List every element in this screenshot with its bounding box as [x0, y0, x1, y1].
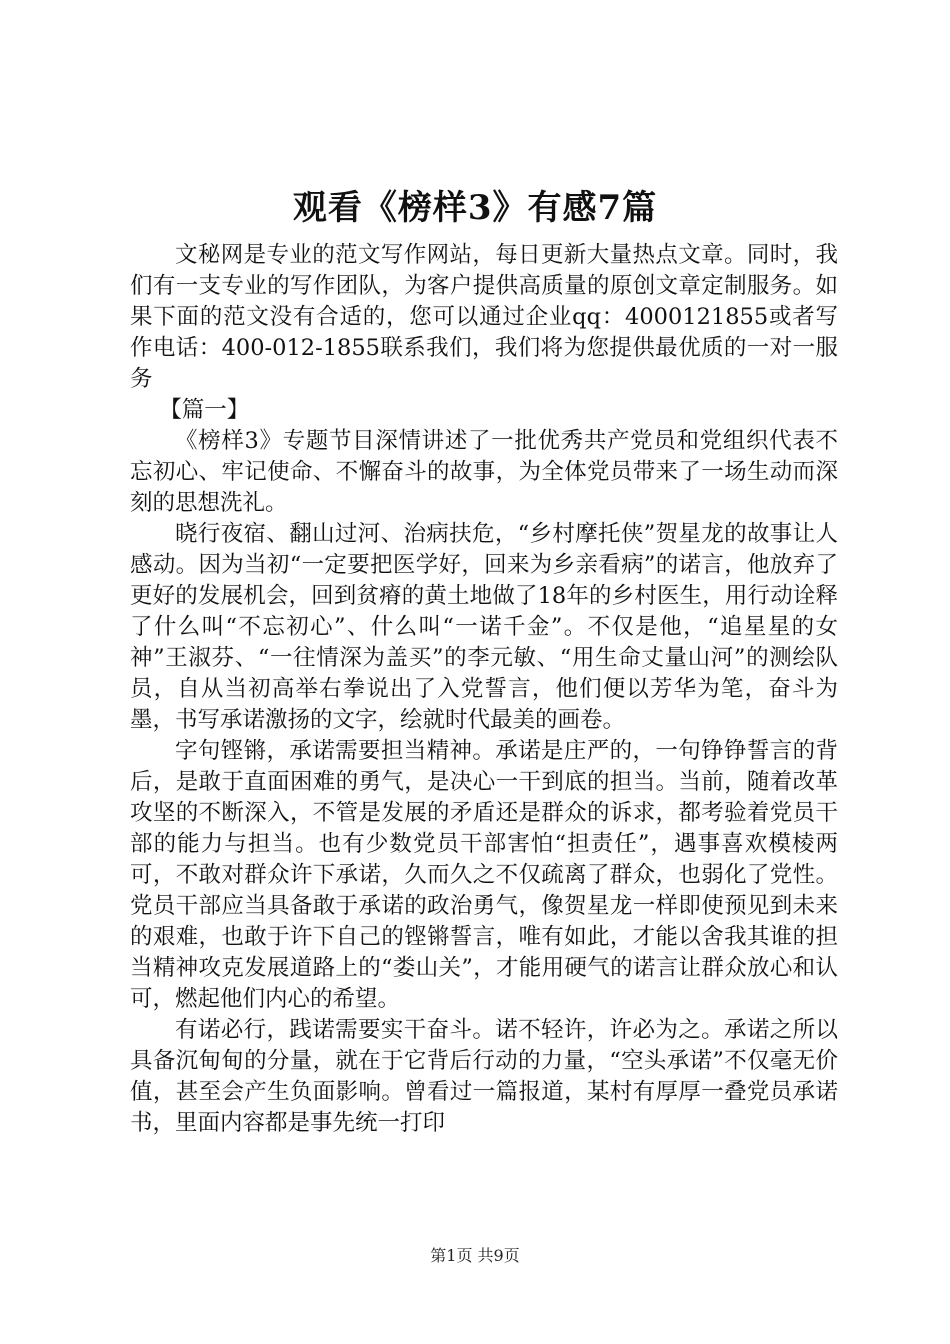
page-footer: 第1页 共9页	[430, 1246, 520, 1265]
body-paragraph-1: 《榜样3》专题节目深情讲述了一批优秀共产党员和党组织代表不忘初心、牢记使命、不懈奋斗的故事，为全体党员带来了一场生动而深刻的思想洗礼。	[130, 428, 838, 516]
document-body	[130, 240, 838, 1139]
body-paragraph-3: 字句铿锵，承诺需要担当精神。承诺是庄严的，一句铮铮誓言的背后，是敢于直面困难的勇气，是决心一干到底的担当。当前，随着改革攻坚的不断深入，不管是发展的矛盾还是群众的诉求，都考验着党员干部的能力与担当。也有少数党员干部害怕“担责任”，遇事喜欢模棱两可，不敢对群众许下承诺，久而久之不仅疏离了群众，也弱化了党性。党员干部应当具备敢于承诺的政治勇气，像贺星龙一样即使预见到未来的艰难，也敢于许下自己的铿锵誓言，唯有如此，才能以舍我其谁的担当精神攻克发展道路上的“娄山关”，才能用硬气的诺言让群众放心和认可，燃起他们内心的希望。	[130, 738, 838, 1012]
section-heading: 【篇一】	[159, 397, 250, 423]
body-paragraph-4: 有诺必行，践诺需要实干奋斗。诺不轻许，许必为之。承诺之所以具备沉甸甸的分量，就在于它背后行动的力量，“空头承诺”不仅毫无价值，甚至会产生负面影响。曾看过一篇报道，某村有厚厚一叠党员承诺书，里面内容都是事先统一打印	[130, 1017, 838, 1136]
body-paragraph-2: 晓行夜宿、翻山过河、治病扶危，“乡村摩托侠”贺星龙的故事让人感动。因为当初“一定要把医学好，回来为乡亲看病”的诺言，他放弃了更好的发展机会，回到贫瘠的黄土地做了18年的乡村医生，用行动诠释了什么叫“不忘初心”、什么叫“一诺千金”。不仅是他，“追星星的女神”王淑芬、“一往情深为盖买”的李元敏、“用生命丈量山河”的测绘队员，自从当初高举右拳说出了入党誓言，他们便以芳华为笔，奋斗为墨，书写承诺激扬的文字，绘就时代最美的画卷。	[130, 521, 838, 733]
intro-paragraph: 文秘网是专业的范文写作网站，每日更新大量热点文章。同时，我们有一支专业的写作团队，为客户提供高质量的原创文章定制服务。如果下面的范文没有合适的，您可以通过企业qq：4000121855或者写作电话：400-012-1855联系我们，我们将为您提供最优质的一对一服务	[130, 242, 838, 392]
document-title: 观看《榜样3》有感7篇	[292, 188, 658, 228]
